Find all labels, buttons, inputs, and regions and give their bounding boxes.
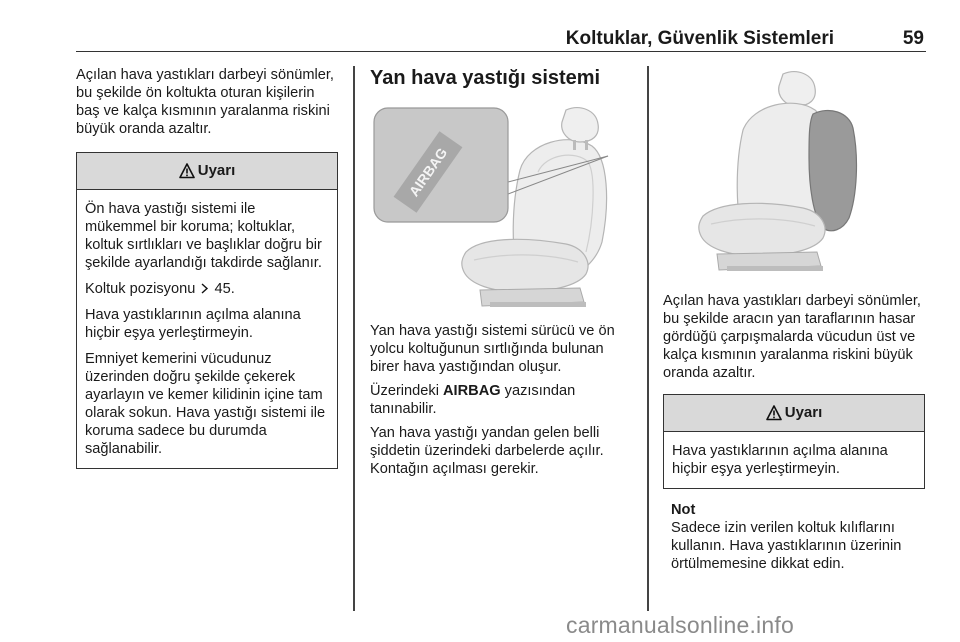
intro-paragraph: Açılan hava yastıkları darbeyi sönümler, bu şekilde ön koltukta oturan kişilerin baş ve kalça kısmının yaralanma riskini büyük oranda azaltır. [76, 67, 334, 137]
airbag-label: AIRBAG [405, 144, 451, 200]
note-block [663, 501, 925, 573]
page-number: 59 [902, 28, 924, 49]
column-divider-1 [353, 66, 355, 611]
seat-illustration [370, 102, 632, 312]
page-header [76, 28, 926, 52]
column-right [663, 66, 925, 579]
warning-text-1: Ön hava yastığı sistemi ile mükemmel bir koruma; koltuklar, koltuk sırtlıkları ve başlıklar doğru bir şekilde ayarlandığı takdirde sağlanır. [85, 201, 322, 271]
warning-body [77, 190, 337, 468]
seat-position-text: Koltuk pozisyonu [85, 281, 196, 297]
note-title: Not [671, 502, 696, 518]
warning-header [77, 153, 337, 190]
warning-header-right [664, 395, 924, 432]
page-reference-icon [200, 283, 209, 294]
column-left [76, 66, 338, 469]
warning-text-4: Emniyet kemerini vücudunuz üzerinden doğru şekilde çekerek ayarlayın ve kemer kilidinin içine tam olarak sokun. Hava yastığı sistemi ile koruma sadece bu durumda sağlanabilir. [85, 351, 326, 457]
page-reference-link[interactable]: 45. [214, 281, 235, 297]
side-airbag-text-2 [370, 382, 636, 418]
column-middle [370, 66, 636, 484]
warning-box [76, 152, 338, 469]
warning-text-right: Hava yastıklarının açılma alanına hiçbir eşya yerleştirmeyin. [672, 443, 888, 477]
warning-text-2 [85, 280, 329, 298]
warning-icon [179, 163, 195, 179]
side-airbag-text-3: Yan hava yastığı yandan gelen belli şiddetin üzerindeki darbelerde açılır. Kontağın açılması gerekir. [370, 425, 604, 477]
text-after-label: yazısından tanınabilir. [370, 383, 576, 417]
warning-icon [766, 405, 782, 421]
warning-box-right [663, 394, 925, 489]
page-title: Koltuklar, Güvenlik Sistemleri [565, 28, 834, 49]
deployed-airbag-illustration [663, 66, 925, 276]
column-divider-2 [647, 66, 649, 611]
deployment-text: Açılan hava yastıkları darbeyi sönümler, bu şekilde aracın yan taraflarının hasar gördüğü çarpışmalarda vücudun üst ve kalça kısmının yaralanma riskini büyük oranda azaltır. [663, 293, 921, 381]
warning-title-right: Uyarı [784, 404, 823, 421]
text-before-label: Üzerindeki [370, 383, 439, 399]
warning-title: Uyarı [197, 162, 236, 179]
warning-body-right [664, 432, 924, 488]
watermark: carmanualsonline.info [566, 612, 794, 638]
airbag-keyword: AIRBAG [443, 383, 501, 399]
section-title: Yan hava yastığı sistemi [370, 67, 601, 89]
deployed-airbag-figure [663, 66, 925, 276]
seat-airbag-label-figure [370, 102, 636, 312]
warning-text-3: Hava yastıklarının açılma alanına hiçbir eşya yerleştirmeyin. [85, 307, 301, 341]
note-text: Sadece izin verilen koltuk kılıflarını kullanın. Hava yastıklarının üzerinin örtülmemesine dikkat edin. [671, 520, 902, 572]
side-airbag-text-1: Yan hava yastığı sistemi sürücü ve ön yolcu koltuğunun sırtlığında bulunan birer hava yastığından oluşur. [370, 323, 615, 375]
